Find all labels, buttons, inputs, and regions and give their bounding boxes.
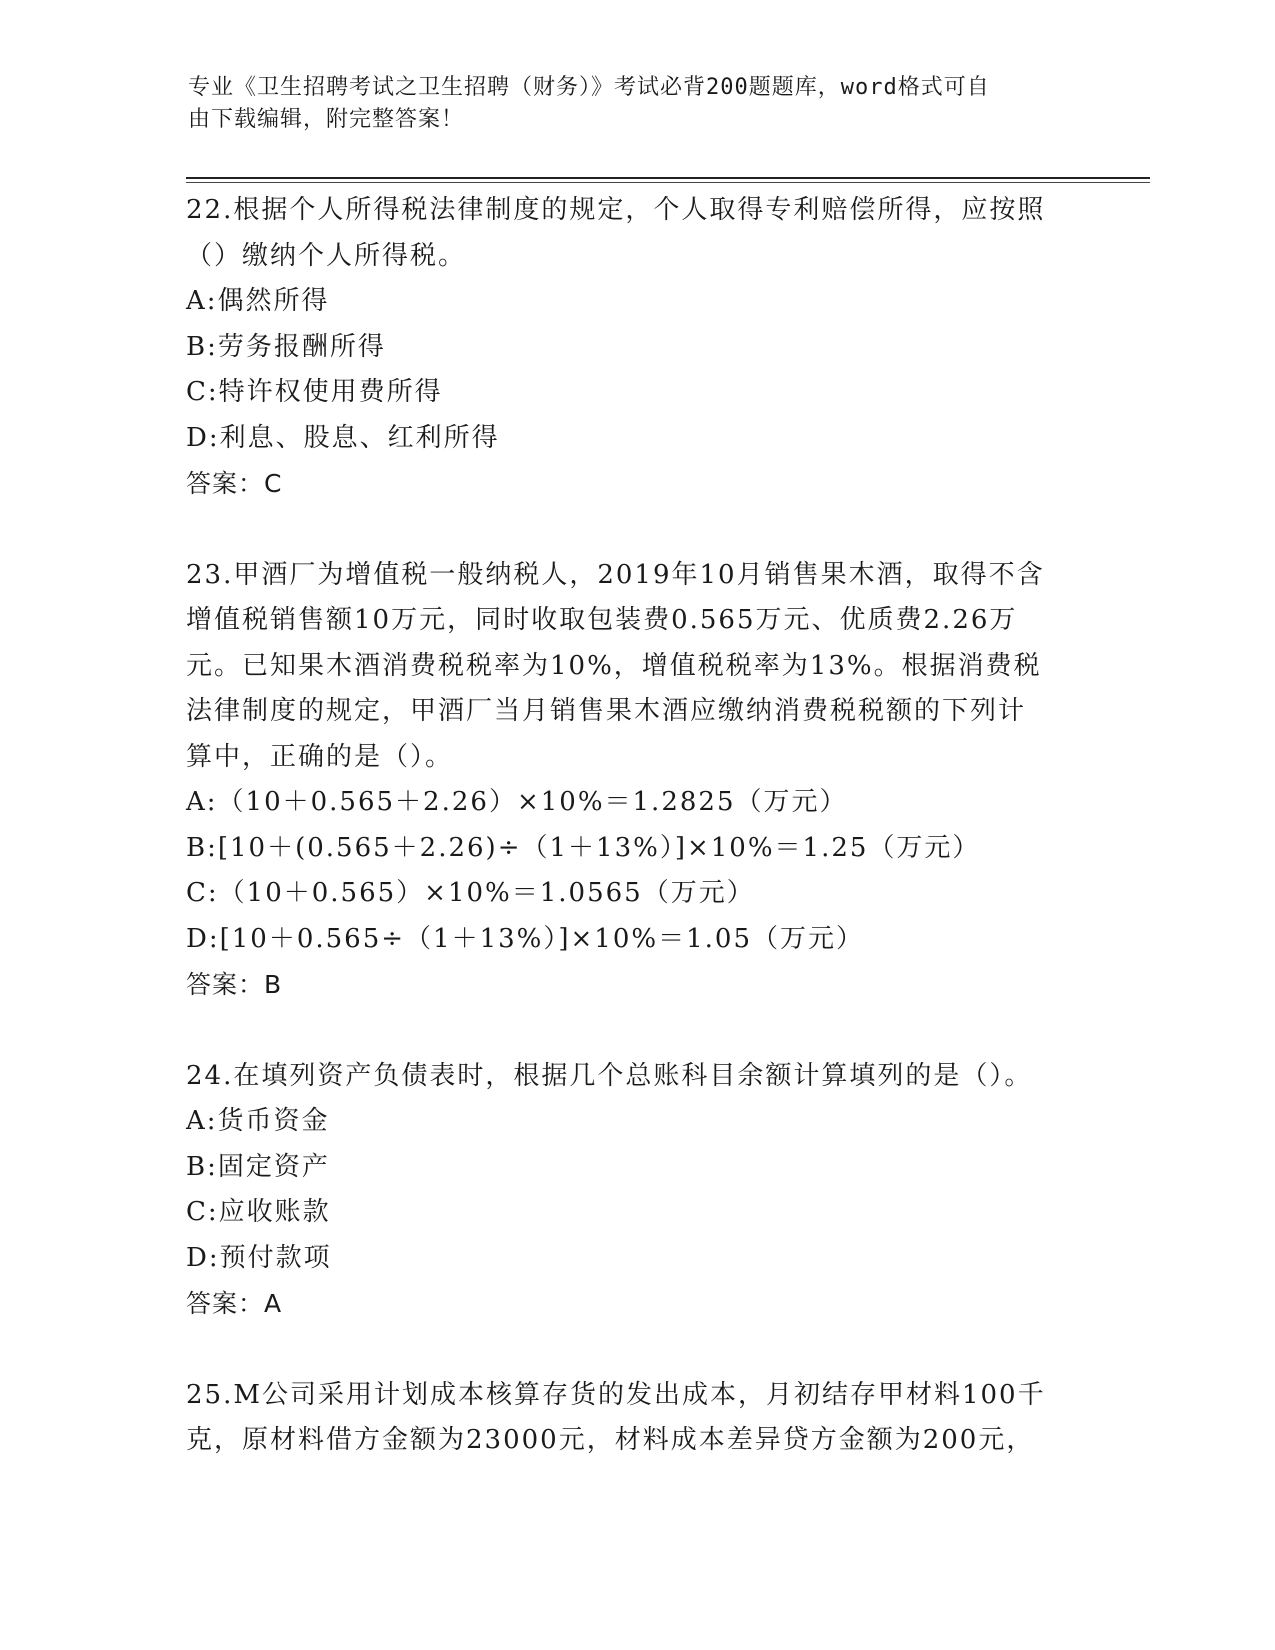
question-24 — [186, 1054, 1086, 1327]
question-stem-line: 克，原材料借方金额为23000元，材料成本差异贷方金额为200元， — [186, 1425, 1035, 1455]
question-22 — [186, 188, 1086, 507]
header-line-2: 由下载编辑，附完整答案！ — [188, 107, 465, 132]
question-stem-line: （）缴纳个人所得税。 — [186, 240, 467, 271]
question-list — [186, 188, 1086, 1464]
option-a: A:偶然所得 — [186, 286, 330, 316]
question-stem-line: 增值税销售额10万元，同时收取包装费0.565万元、优质费2.26万 — [186, 605, 1018, 635]
option-a: A:（10＋0.565＋2.26）×10%＝1.2825（万元） — [186, 787, 848, 817]
question-stem-line: 23.甲酒厂为增值税一般纳税人，2019年10月销售果木酒，取得不含 — [186, 559, 1045, 590]
option-d: D:利息、股息、红利所得 — [186, 422, 500, 453]
option-c: C:应收账款 — [186, 1197, 331, 1227]
question-stem-line: 25.M公司采用计划成本核算存货的发出成本，月初结存甲材料100千 — [186, 1379, 1046, 1410]
header-line-1: 专业《卫生招聘考试之卫生招聘（财务）》考试必背200题题库，word格式可自 — [188, 75, 990, 100]
question-23 — [186, 553, 1086, 1008]
question-spacer — [186, 1008, 1086, 1054]
question-stem-line: 元。已知果木酒消费税税率为10%，增值税税率为13%。根据消费税 — [186, 650, 1042, 681]
header-divider-thick — [186, 177, 1150, 179]
option-b: B:固定资产 — [186, 1151, 330, 1182]
option-c: C:（10＋0.565）×10%＝1.0565（万元） — [186, 878, 755, 908]
option-b: B:[10＋(0.565＋2.26)÷（1＋13%）]×10%＝1.25（万元） — [186, 832, 981, 863]
option-a: A:货币资金 — [186, 1106, 330, 1136]
option-c: C:特许权使用费所得 — [186, 377, 443, 407]
answer-line: 答案：C — [186, 469, 283, 498]
question-stem-line: 法律制度的规定，甲酒厂当月销售果木酒应缴纳消费税税额的下列计 — [186, 696, 1027, 726]
question-stem-line: 算中，正确的是（）。 — [186, 741, 454, 772]
question-spacer — [186, 1327, 1086, 1373]
answer-line: 答案：B — [186, 970, 283, 999]
option-d: D:预付款项 — [186, 1242, 332, 1273]
option-b: B:劳务报酬所得 — [186, 331, 386, 362]
answer-line: 答案：A — [186, 1289, 283, 1318]
question-stem-line: 22.根据个人所得税法律制度的规定，个人取得专利赔偿所得，应按照 — [186, 195, 1046, 225]
question-stem-line: 24.在填列资产负债表时，根据几个总账科目余额计算填列的是（）。 — [186, 1060, 1033, 1091]
option-d: D:[10＋0.565÷（1＋13%）]×10%＝1.05（万元） — [186, 923, 864, 954]
question-spacer — [186, 507, 1086, 553]
header-divider-thin — [186, 182, 1150, 183]
question-25 — [186, 1373, 1086, 1464]
document-header — [188, 72, 1068, 136]
